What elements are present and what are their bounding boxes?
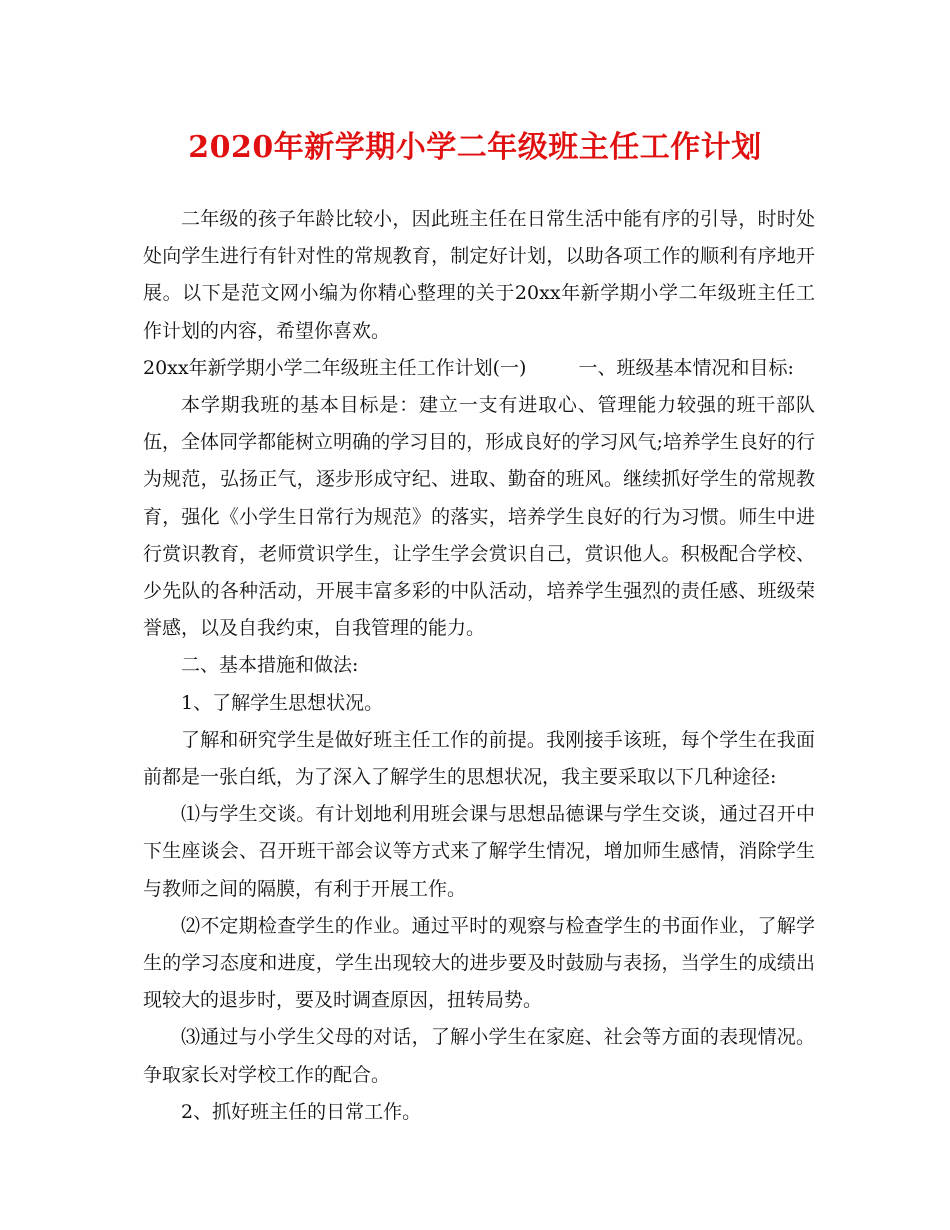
item2-heading: 2、抓好班主任的日常工作。 bbox=[181, 1100, 422, 1123]
document-title: 2020年新学期小学二年级班主任工作计划 bbox=[188, 130, 762, 165]
section1-heading: 一、班级基本情况和目标: bbox=[578, 356, 794, 379]
section2-heading: 二、基本措施和做法: bbox=[181, 654, 359, 677]
way3-paragraph: ⑶通过与小学生父母的对话，了解小学生在家庭、社会等方面的表现情况。争取家长对学校工作的配合。 bbox=[143, 1026, 815, 1086]
goals-paragraph: 本学期我班的基本目标是：建立一支有进取心、管理能力较强的班干部队伍，全体同学都能树立明确的学习目的，形成良好的学习风气;培养学生良好的行为规范，弘扬正气，逐步形成守纪、进取、勤奋的班风。继续抓好学生的常规教育，强化《小学生日常行为规范》的落实，培养学生良好的行为习惯。师生中进行赏识教育，老师赏识学生，让学生学会赏识自己，赏识他人。积极配合学校、少先队的各种活动，开展丰富多彩的中队活动，培养学生强烈的责任感、班级荣誉感，以及自我约束，自我管理的能力。 bbox=[143, 394, 815, 640]
intro-paragraph: 二年级的孩子年龄比较小，因此班主任在日常生活中能有序的引导，时时处处向学生进行有针对性的常规教育，制定好计划，以助各项工作的顺利有序地开展。以下是范文网小编为你精心整理的关于20xx年新学期小学二年级班主任工作计划的内容，希望你喜欢。 bbox=[143, 208, 815, 342]
document-body bbox=[143, 201, 815, 1131]
item1-heading: 1、了解学生思想状况。 bbox=[181, 691, 384, 714]
item1-paragraph: 了解和研究学生是做好班主任工作的前提。我刚接手该班，每个学生在我面前都是一张白纸，为了深入了解学生的思想状况，我主要采取以下几种途径: bbox=[143, 728, 815, 789]
way2-paragraph: ⑵不定期检查学生的作业。通过平时的观察与检查学生的书面作业，了解学生的学习态度和进度，学生出现较大的进步要及时鼓励与表扬，当学生的成绩出现较大的退步时，要及时调查原因，扭转局势。 bbox=[143, 914, 815, 1012]
subtitle-line bbox=[143, 350, 815, 387]
plan-subtitle: 20xx年新学期小学二年级班主任工作计划(一) bbox=[143, 356, 527, 379]
way1-paragraph: ⑴与学生交谈。有计划地利用班会课与思想品德课与学生交谈，通过召开中下生座谈会、召开班干部会议等方式来了解学生情况，增加师生感情，消除学生与教师之间的隔膜，有利于开展工作。 bbox=[143, 803, 815, 900]
